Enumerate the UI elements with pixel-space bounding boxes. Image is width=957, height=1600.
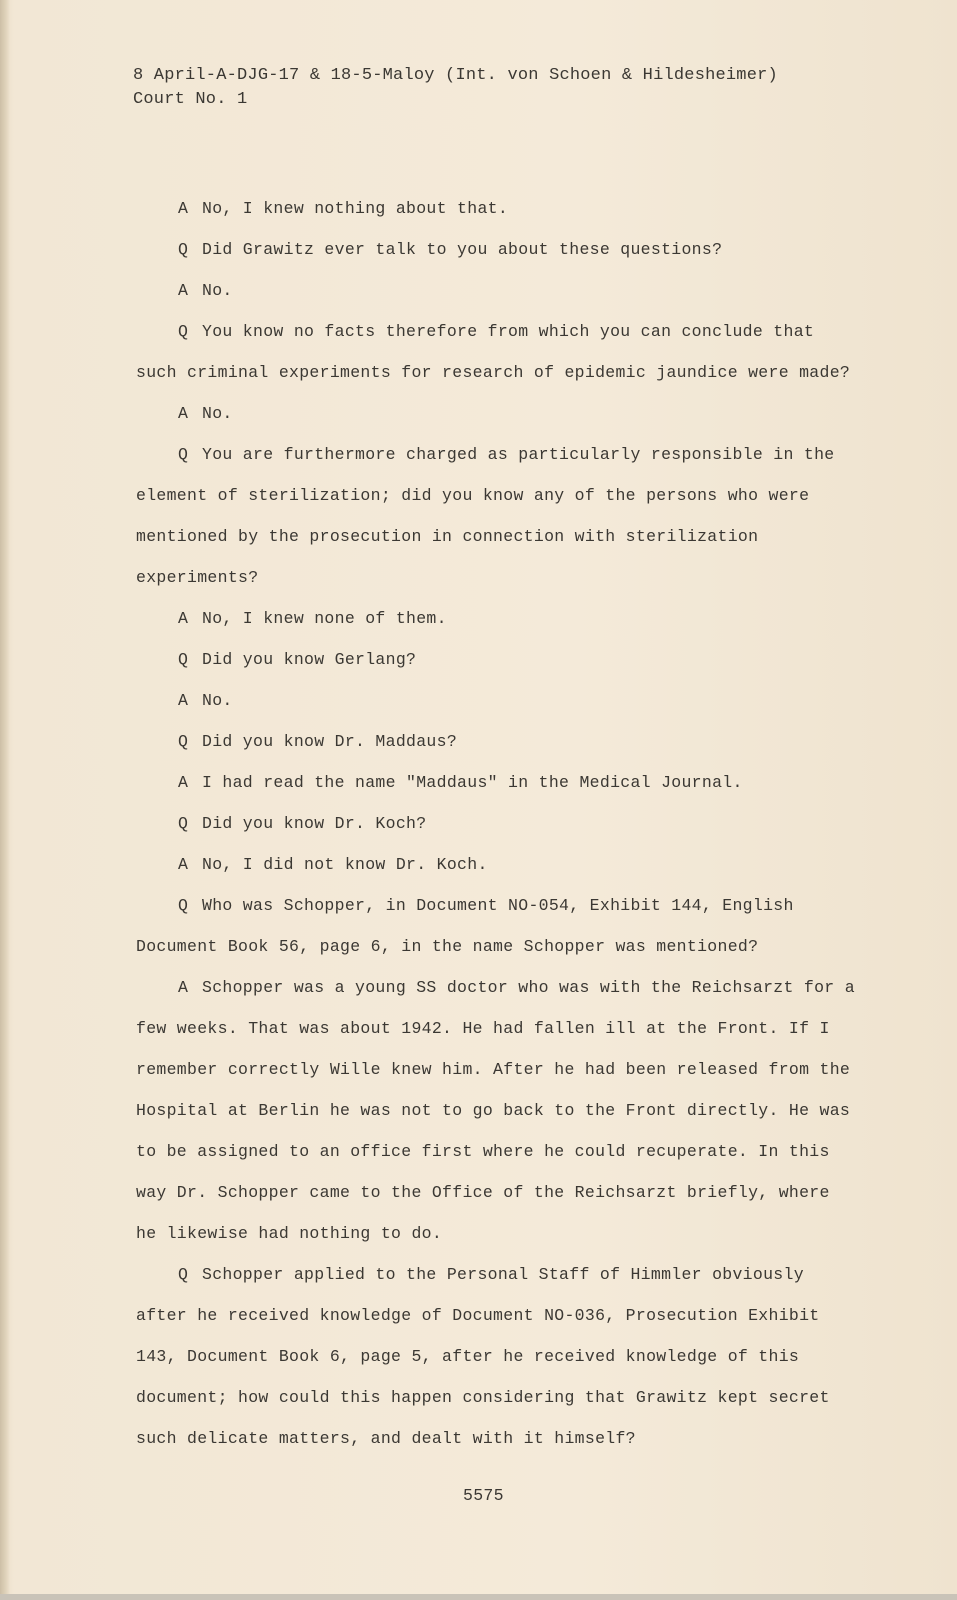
page-number: 5575 — [463, 1486, 504, 1505]
paragraph-text: Did you know Dr. Koch? — [202, 814, 427, 833]
paragraph-text: No, I knew none of them. — [202, 609, 447, 628]
paragraph-text: Did you know Dr. Maddaus? — [202, 732, 458, 751]
speaker-label: Q — [178, 650, 189, 669]
transcript-paragraph — [136, 803, 856, 844]
speaker-label: Q — [178, 814, 189, 833]
page-bottom-edge — [0, 1594, 957, 1600]
header-session-line: 8 April-A-DJG-17 & 18-5-Maloy (Int. von Schoen & Hildesheimer) — [133, 66, 778, 85]
speaker-label: A — [178, 404, 189, 423]
transcript-paragraph — [136, 680, 856, 721]
speaker-label: Q — [178, 732, 189, 751]
transcript-paragraph — [136, 721, 856, 762]
transcript-paragraph — [136, 270, 856, 311]
transcript-paragraph — [136, 188, 856, 229]
paragraph-text: I had read the name "Maddaus" in the Medical Journal. — [202, 773, 743, 792]
paragraph-text: You know no facts therefore from which you can conclude that such criminal experiments for research of epidemic jaundice were made? — [136, 322, 851, 382]
paragraph-text: No. — [202, 404, 233, 423]
transcript-paragraph — [136, 434, 856, 598]
speaker-label: A — [178, 281, 189, 300]
speaker-label: A — [178, 773, 189, 792]
transcript-paragraph — [136, 844, 856, 885]
transcript-body — [136, 188, 856, 1459]
speaker-label: Q — [178, 896, 189, 915]
paragraph-text: Who was Schopper, in Document NO-054, Exhibit 144, English Document Book 56, page 6, in the name Schopper was mentioned? — [136, 896, 794, 956]
transcript-paragraph — [136, 967, 856, 1254]
transcript-paragraph — [136, 311, 856, 393]
paragraph-text: Did you know Gerlang? — [202, 650, 417, 669]
paragraph-text: No. — [202, 281, 233, 300]
paragraph-text: You are furthermore charged as particularly responsible in the element of sterilization; did you know any of the persons who were mentioned by the prosecution in connection with sterilization experiments? — [136, 445, 835, 587]
speaker-label: A — [178, 199, 189, 218]
transcript-paragraph — [136, 1254, 856, 1459]
transcript-paragraph — [136, 229, 856, 270]
transcript-header — [133, 64, 778, 112]
paragraph-text: Schopper was a young SS doctor who was with the Reichsarzt for a few weeks. That was about 1942. He had fallen ill at the Front. If I remember correctly Wille knew him. After he had been released from the Hospital at Berlin he was not to go back to the Front directly. He was to be assigned to an office first where he could recuperate. In this way Dr. Schopper came to the Office of the Reichsarzt briefly, where he likewise had nothing to do. — [136, 978, 855, 1243]
transcript-paragraph — [136, 598, 856, 639]
transcript-paragraph — [136, 762, 856, 803]
transcript-paragraph — [136, 885, 856, 967]
speaker-label: Q — [178, 240, 189, 259]
speaker-label: Q — [178, 322, 189, 341]
paragraph-text: No. — [202, 691, 233, 710]
speaker-label: Q — [178, 445, 189, 464]
paragraph-text: No, I did not know Dr. Koch. — [202, 855, 488, 874]
paragraph-text: No, I knew nothing about that. — [202, 199, 509, 218]
page-left-edge — [0, 0, 10, 1600]
speaker-label: Q — [178, 1265, 189, 1284]
transcript-paragraph — [136, 393, 856, 434]
speaker-label: A — [178, 609, 189, 628]
speaker-label: A — [178, 978, 189, 997]
paragraph-text: Schopper applied to the Personal Staff of Himmler obviously after he received knowledge of Document NO-036, Prosecution Exhibit 143, Document Book 6, page 5, after he received knowledge of this document; how could this happen considering that Grawitz kept secret such delicate matters, and dealt with it himself? — [136, 1265, 830, 1448]
speaker-label: A — [178, 855, 189, 874]
paragraph-text: Did Grawitz ever talk to you about these questions? — [202, 240, 723, 259]
transcript-paragraph — [136, 639, 856, 680]
header-court-line: Court No. 1 — [133, 90, 248, 109]
speaker-label: A — [178, 691, 189, 710]
